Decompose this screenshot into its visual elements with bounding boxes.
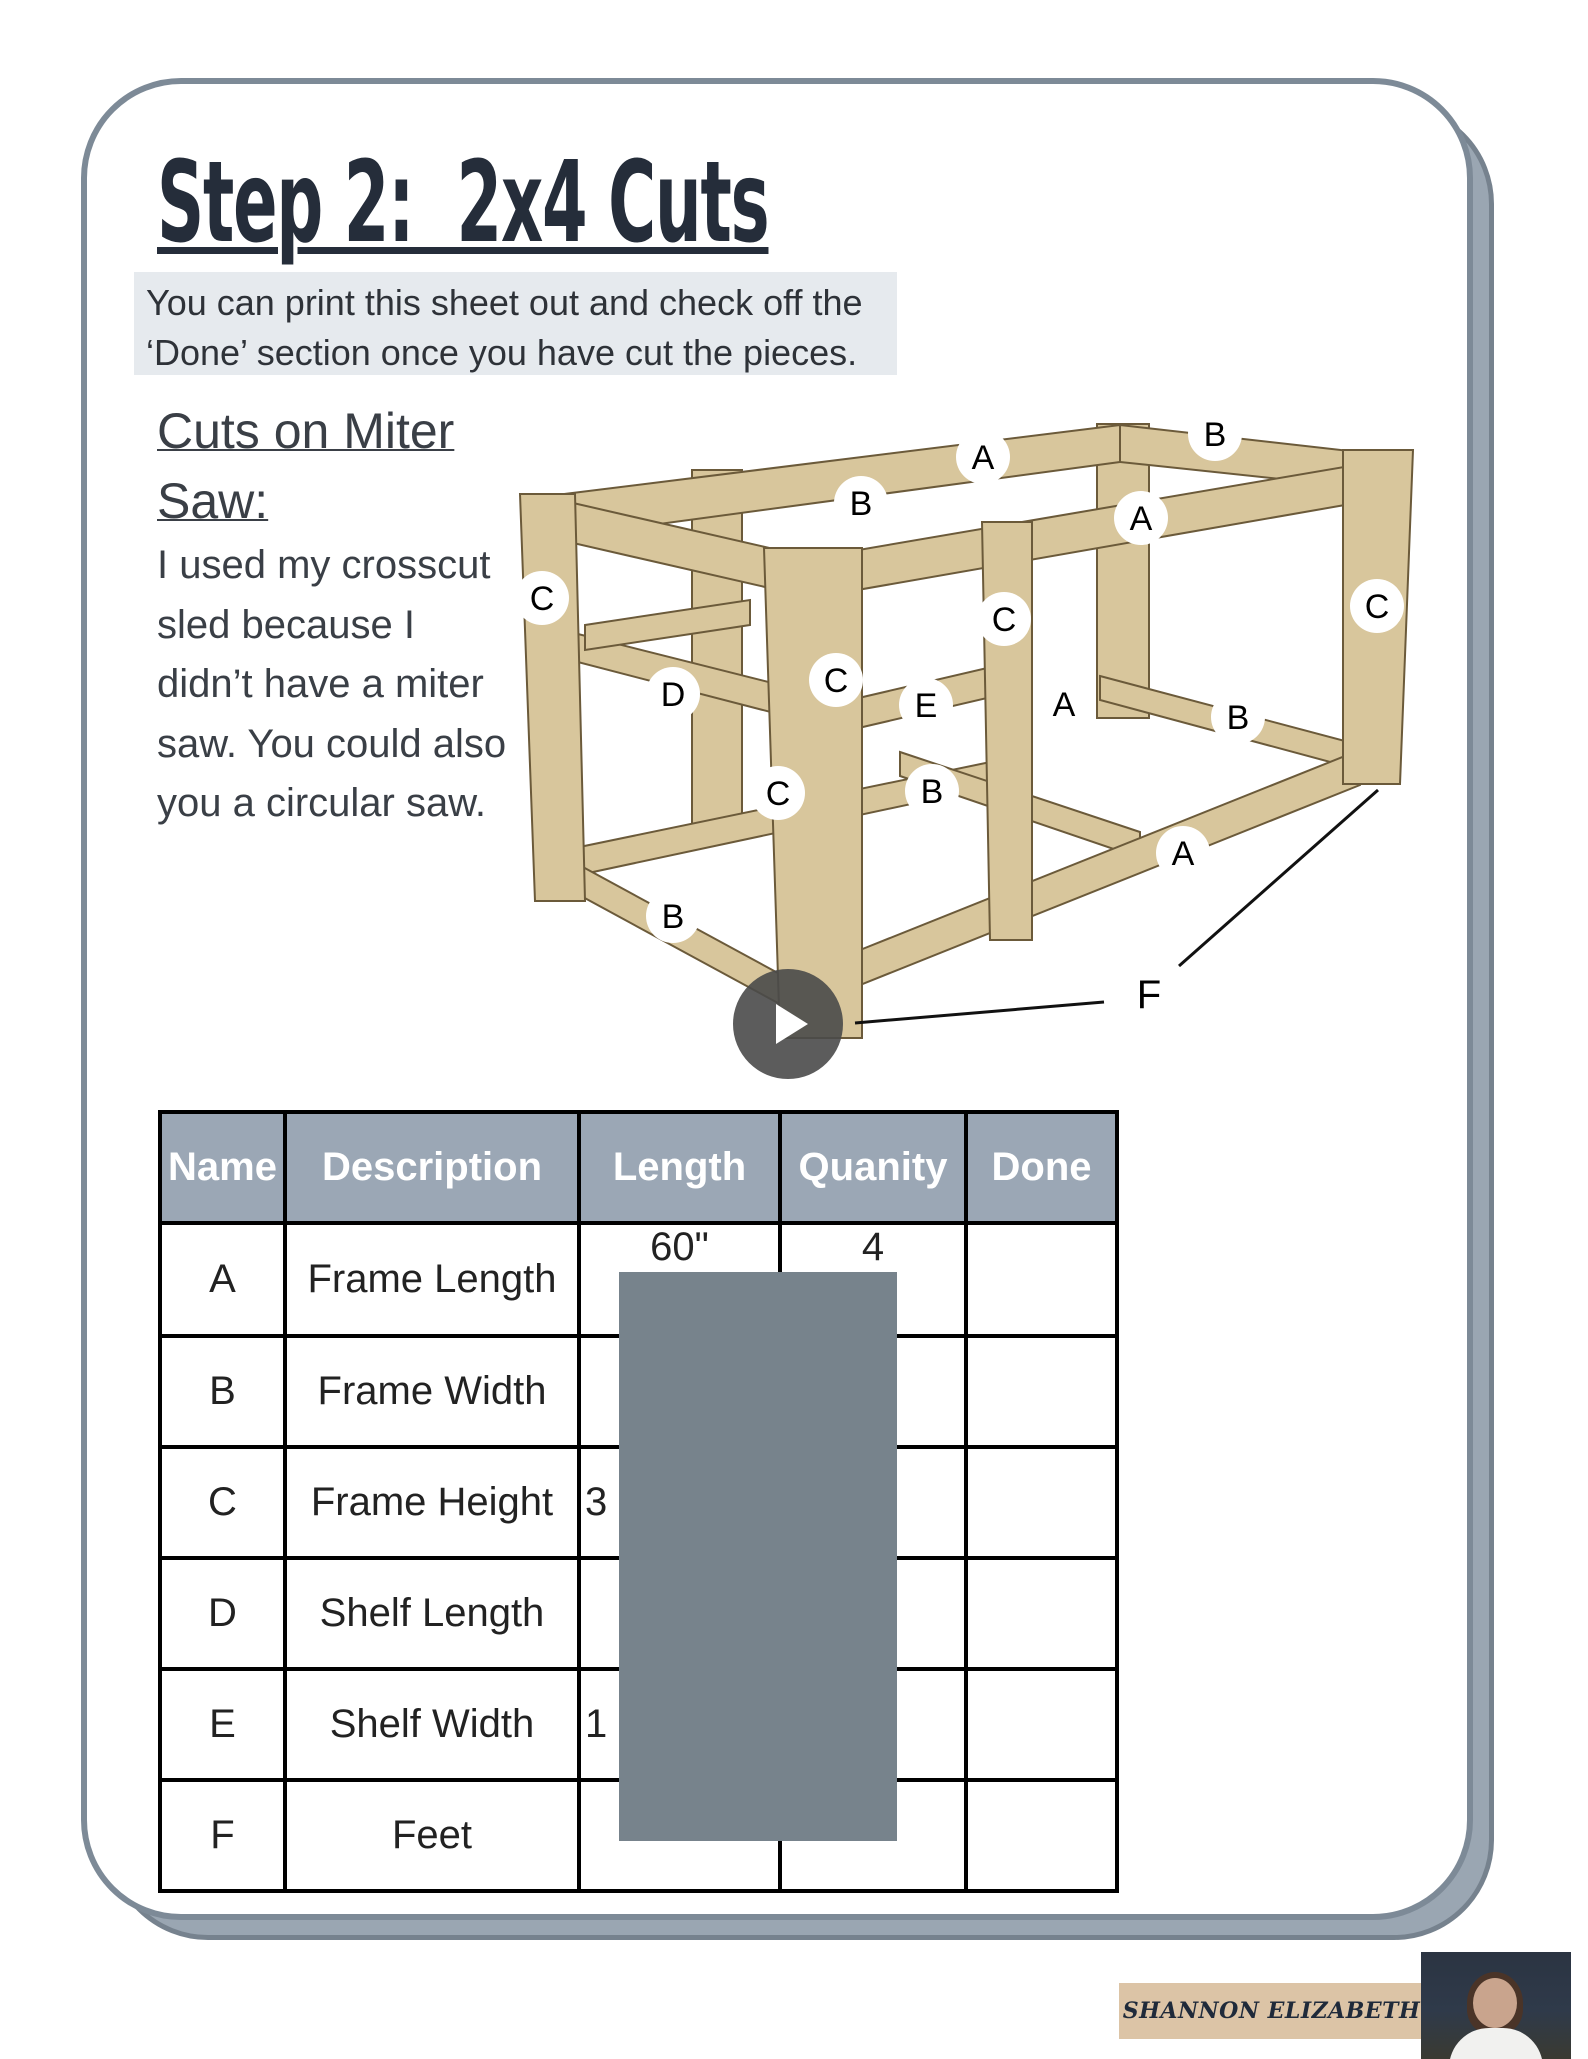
header-quantity: Quanity bbox=[780, 1112, 966, 1223]
cell-description: Feet bbox=[285, 1780, 579, 1891]
part-label-a bbox=[1156, 826, 1210, 880]
cell-done[interactable] bbox=[966, 1336, 1117, 1447]
part-label-a bbox=[1114, 491, 1168, 545]
cell-description: Shelf Length bbox=[285, 1558, 579, 1669]
post-front-left bbox=[520, 494, 585, 901]
part-label-text: D bbox=[660, 676, 686, 714]
part-label-text: E bbox=[914, 687, 938, 725]
part-label-c bbox=[515, 571, 569, 625]
cell-done[interactable] bbox=[966, 1223, 1117, 1336]
cell-description: Shelf Width bbox=[285, 1669, 579, 1780]
header-done: Done bbox=[966, 1112, 1117, 1223]
part-label-e bbox=[899, 678, 953, 732]
cell-name: E bbox=[160, 1669, 285, 1780]
part-label-text: A bbox=[1171, 835, 1195, 873]
cell-name: F bbox=[160, 1780, 285, 1891]
part-label-text: F bbox=[1136, 973, 1162, 1017]
table-header-row bbox=[160, 1112, 1117, 1223]
play-button[interactable] bbox=[733, 969, 843, 1079]
leader-line-f1 bbox=[855, 1002, 1104, 1023]
cell-quantity: 4 bbox=[780, 1223, 966, 1336]
redaction-block bbox=[619, 1272, 897, 1841]
part-label-text: C bbox=[991, 601, 1017, 639]
part-label-c bbox=[809, 653, 863, 707]
part-label-b bbox=[834, 476, 888, 530]
cell-name: B bbox=[160, 1336, 285, 1447]
cell-description: Frame Length bbox=[285, 1223, 579, 1336]
part-label-a bbox=[956, 430, 1010, 484]
part-label-text: A bbox=[971, 439, 995, 477]
part-label-text: B bbox=[1203, 416, 1227, 454]
post-middle bbox=[982, 522, 1032, 940]
post-back-middle bbox=[1097, 424, 1149, 718]
part-label-text: C bbox=[765, 775, 791, 813]
part-label-b bbox=[905, 764, 959, 818]
part-label-a bbox=[1037, 677, 1091, 731]
cell-name: A bbox=[160, 1223, 285, 1336]
header-name: Name bbox=[160, 1112, 285, 1223]
part-label-text: C bbox=[529, 580, 555, 618]
photo-shirt bbox=[1449, 2028, 1543, 2059]
part-label-b bbox=[1211, 690, 1265, 744]
brand-logo: SHANNON ELIZABETH bbox=[1119, 1983, 1424, 2039]
part-label-c bbox=[1350, 579, 1404, 633]
part-label-f bbox=[1137, 973, 1161, 1017]
author-photo bbox=[1421, 1952, 1571, 2059]
part-label-text: C bbox=[823, 662, 849, 700]
section-subheading: Cuts on Miter Saw: bbox=[157, 403, 455, 529]
header-length: Length bbox=[579, 1112, 780, 1223]
post-back-left bbox=[692, 470, 742, 836]
part-label-d bbox=[646, 667, 700, 721]
cell-done[interactable] bbox=[966, 1447, 1117, 1558]
cell-done[interactable] bbox=[966, 1780, 1117, 1891]
part-label-text: A bbox=[1129, 500, 1153, 538]
part-label-b bbox=[1188, 407, 1242, 461]
part-label-text: A bbox=[1052, 686, 1076, 724]
cell-length: 60" bbox=[579, 1223, 780, 1336]
part-label-text: B bbox=[849, 485, 873, 523]
cell-name: C bbox=[160, 1447, 285, 1558]
part-label-text: B bbox=[1226, 699, 1250, 737]
cell-description: Frame Width bbox=[285, 1336, 579, 1447]
cell-done[interactable] bbox=[966, 1669, 1117, 1780]
part-label-c bbox=[977, 592, 1031, 646]
intro-text: I used my crosscut sled because I didn’t have a miter saw. You could also you a circular saw. bbox=[157, 543, 507, 825]
cell-length: 1 bbox=[579, 1669, 780, 1780]
photo-face bbox=[1473, 1978, 1517, 2028]
page-title: Step 2: 2x4 Cuts bbox=[157, 138, 769, 268]
part-label-c bbox=[751, 766, 805, 820]
header-description: Description bbox=[285, 1112, 579, 1223]
cell-description: Frame Height bbox=[285, 1447, 579, 1558]
part-label-text: B bbox=[661, 898, 685, 936]
cell-done[interactable] bbox=[966, 1558, 1117, 1669]
part-label-text: B bbox=[920, 773, 944, 811]
cell-length: 3 bbox=[579, 1447, 780, 1558]
instruction-note: You can print this sheet out and check off the ‘Done’ section once you have cut the pieces. bbox=[134, 272, 897, 375]
part-label-b bbox=[646, 889, 700, 943]
part-label-text: C bbox=[1364, 588, 1390, 626]
cell-name: D bbox=[160, 1558, 285, 1669]
